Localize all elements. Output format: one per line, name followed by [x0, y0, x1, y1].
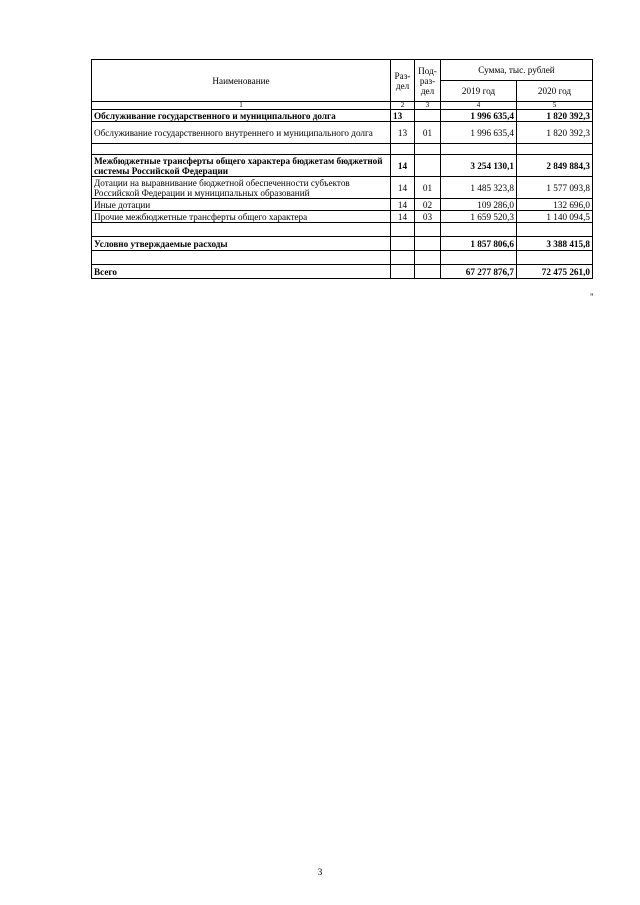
row-razdel: [391, 265, 415, 279]
column-index-row: [92, 102, 593, 110]
header-sum: Сумма, тыс. рублей: [441, 60, 593, 81]
table-row: [92, 122, 593, 144]
table-row: [92, 177, 593, 199]
row-name: Обслуживание государственного и муниципального долга: [92, 110, 391, 122]
row-name: Обслуживание государственного внутреннего и муниципального долга: [92, 122, 391, 144]
budget-table: [91, 59, 593, 279]
row-podrazdel: 03: [415, 211, 441, 223]
closing-quote-mark: ": [590, 292, 594, 302]
row-razdel: 14: [391, 177, 415, 199]
row-podrazdel: [415, 110, 441, 122]
row-razdel: 14: [391, 199, 415, 211]
blank-row: [92, 223, 593, 237]
row-podrazdel: [415, 237, 441, 251]
header-name: Наименование: [92, 60, 391, 102]
row-podrazdel: 02: [415, 199, 441, 211]
budget-table-container: [91, 59, 592, 279]
header-razdel: Раз- дел: [391, 60, 415, 102]
row-value-2020: 1 140 094,5: [517, 211, 593, 223]
row-value-2019: 1 996 635,4: [441, 110, 517, 122]
row-value-2020: 3 388 415,8: [517, 237, 593, 251]
row-name: Условно утверждаемые расходы: [92, 237, 391, 251]
row-value-2020: 1 820 392,3: [517, 110, 593, 122]
row-value-2019: 67 277 876,7: [441, 265, 517, 279]
table-row: [92, 211, 593, 223]
row-value-2019: 3 254 130,1: [441, 155, 517, 177]
row-value-2020: 2 849 884,3: [517, 155, 593, 177]
row-name: Дотации на выравнивание бюджетной обеспеченности субъектов Российской Федерации и муниципальных образований: [92, 177, 391, 199]
row-value-2020: 1 820 392,3: [517, 122, 593, 144]
table-row-total: [92, 265, 593, 279]
column-index: 2: [391, 102, 415, 110]
row-podrazdel: [415, 265, 441, 279]
row-value-2020: 72 475 261,0: [517, 265, 593, 279]
header-year-2019: 2019 год: [441, 81, 517, 102]
row-razdel: 14: [391, 211, 415, 223]
row-value-2019: 1 485 323,8: [441, 177, 517, 199]
row-value-2020: 132 696,0: [517, 199, 593, 211]
row-razdel: [391, 237, 415, 251]
blank-row: [92, 144, 593, 155]
column-index: 1: [92, 102, 391, 110]
row-name: Межбюджетные трансферты общего характера бюджетам бюджетной системы Российской Федерации: [92, 155, 391, 177]
row-name: Иные дотации: [92, 199, 391, 211]
table-row: [92, 110, 593, 122]
row-value-2019: 1 996 635,4: [441, 122, 517, 144]
row-value-2019: 109 286,0: [441, 199, 517, 211]
table-row: [92, 237, 593, 251]
row-value-2020: 1 577 093,8: [517, 177, 593, 199]
column-index: 5: [517, 102, 593, 110]
row-value-2019: 1 659 520,3: [441, 211, 517, 223]
row-razdel: 13: [391, 122, 415, 144]
column-index: 3: [415, 102, 441, 110]
row-razdel: 14: [391, 155, 415, 177]
row-name: Прочие межбюджетные трансферты общего характера: [92, 211, 391, 223]
row-razdel: 13: [391, 110, 415, 122]
row-podrazdel: 01: [415, 177, 441, 199]
table-row: [92, 155, 593, 177]
row-podrazdel: [415, 155, 441, 177]
row-value-2019: 1 857 806,6: [441, 237, 517, 251]
page-number: 3: [317, 868, 323, 878]
header-year-2020: 2020 год: [517, 81, 593, 102]
table-row: [92, 199, 593, 211]
column-index: 4: [441, 102, 517, 110]
blank-row: [92, 251, 593, 265]
row-name: Всего: [92, 265, 391, 279]
row-podrazdel: 01: [415, 122, 441, 144]
header-podrazdel: Под- раз- дел: [415, 60, 441, 102]
